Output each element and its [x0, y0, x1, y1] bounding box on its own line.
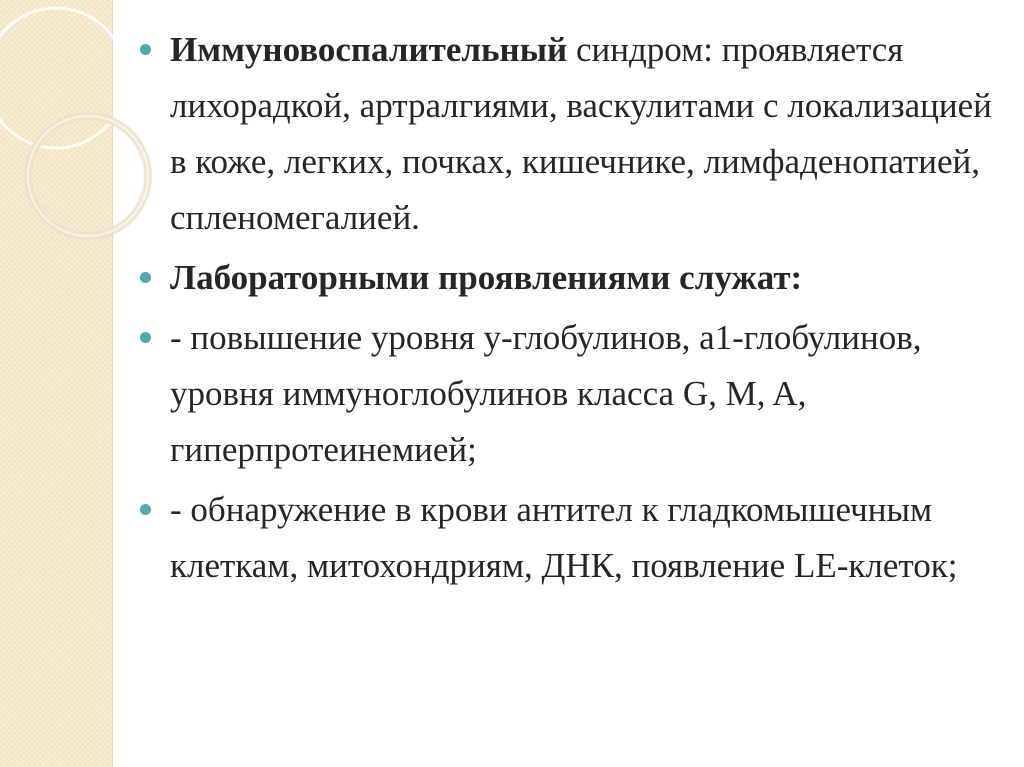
bullet-dot-icon	[140, 504, 151, 515]
bullet-globulins	[136, 310, 1006, 478]
bullet-text: синдром: проявляется лихорадкой, артралгиями, васкулитами с локализацией в коже, легких, почках, кишечнике, лимфаденопатией, спленомегалией.	[170, 30, 992, 237]
bullet-dot-icon	[140, 272, 151, 283]
bullet-dot-icon	[140, 332, 151, 343]
bullet-bold-text: Лабораторными проявлениями служат:	[170, 258, 803, 297]
bullet-antibodies	[136, 482, 1006, 594]
bullet-lab-heading	[136, 250, 1006, 306]
bullet-immuno-syndrome	[136, 22, 1006, 246]
bullet-dot-icon	[140, 44, 151, 55]
bullet-text: - повышение уровня у-глобулинов, а1-глобулинов, уровня иммуноглобулинов класса G, M, A, гиперпротеинемией;	[170, 318, 922, 469]
bullet-bold-text: Иммуновоспалительный	[170, 30, 568, 69]
slide-body	[136, 22, 1006, 598]
bullet-text: - обнаружение в крови антител к гладкомышечным клеткам, митохондриям, ДНК, появление LE-клеток;	[170, 490, 958, 585]
